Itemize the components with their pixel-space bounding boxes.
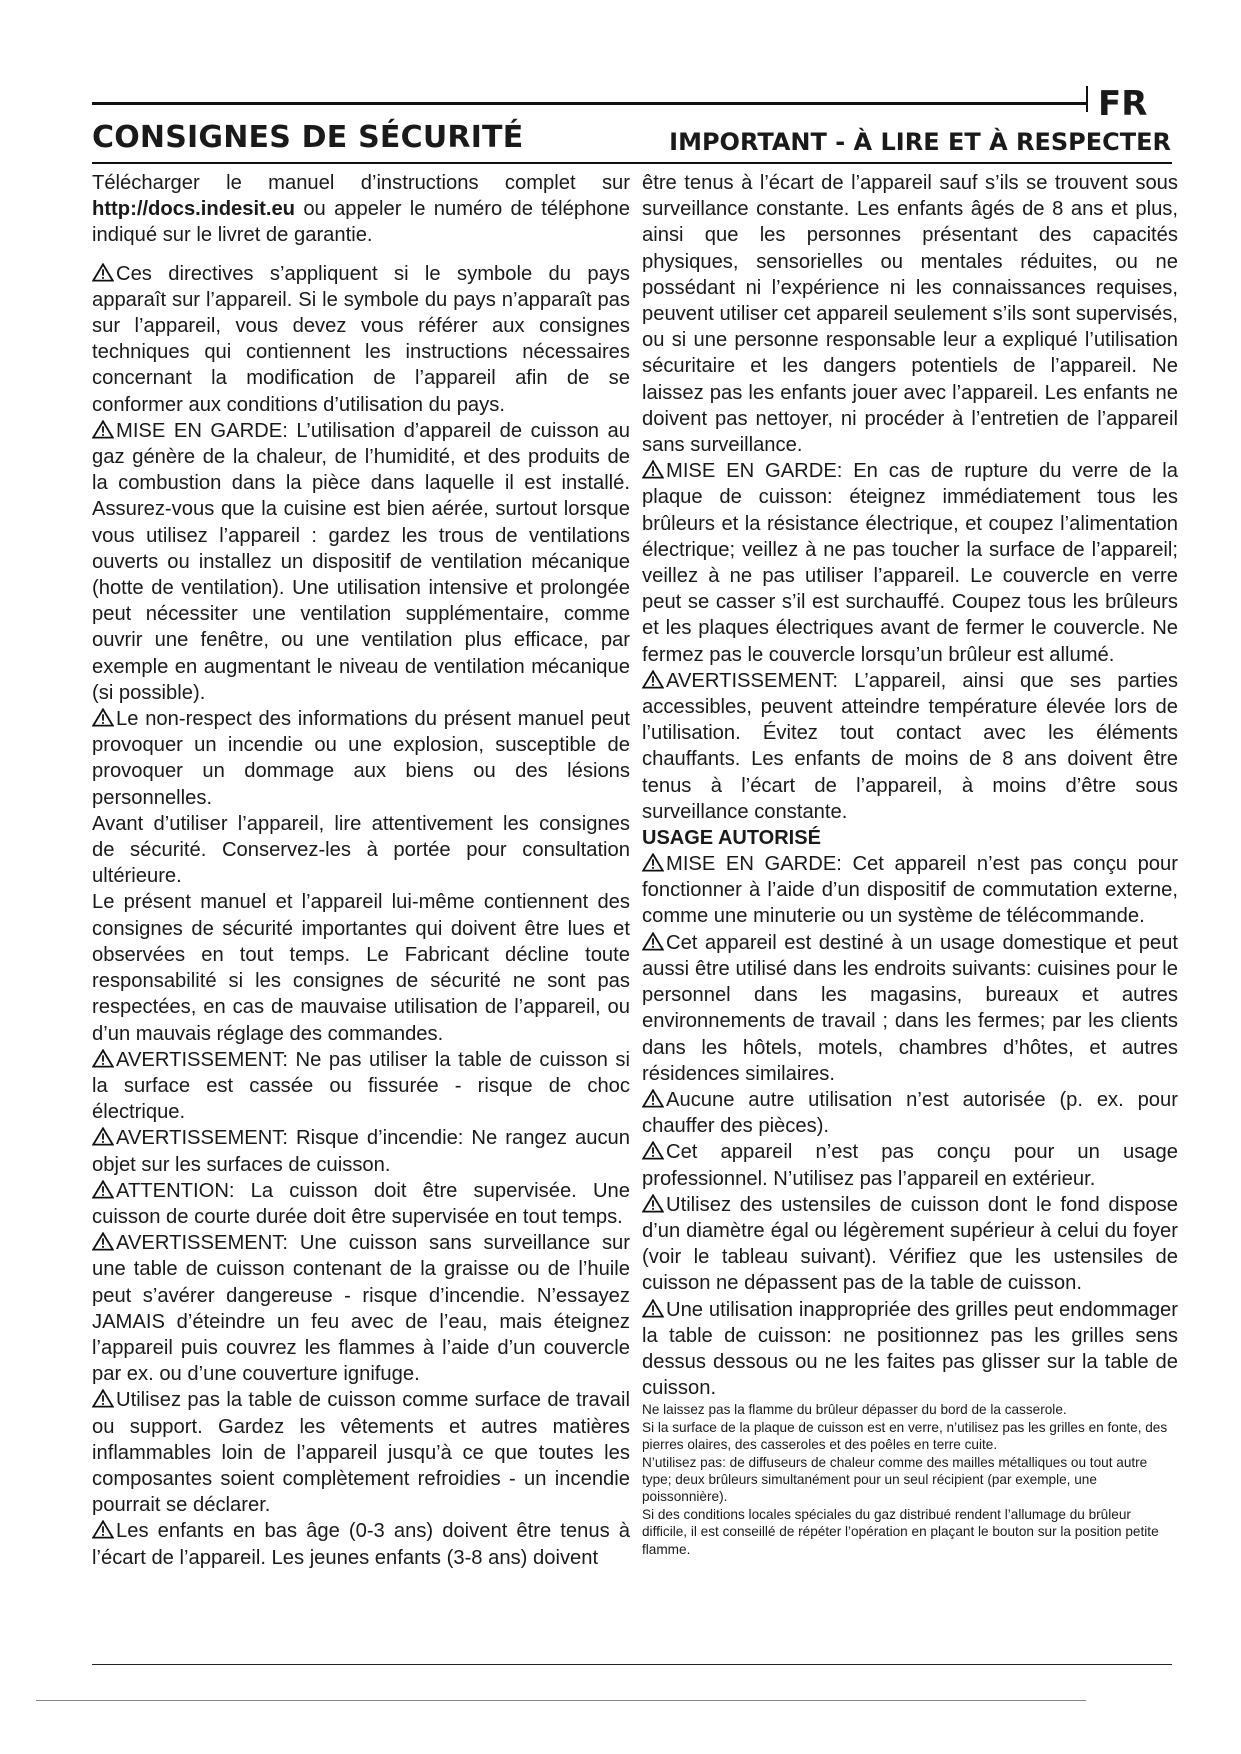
warning-icon xyxy=(92,1232,114,1251)
right-column xyxy=(642,170,1178,1558)
warning-icon xyxy=(642,853,664,872)
top-rule xyxy=(92,102,1088,105)
section-heading: USAGE AUTORISÉ xyxy=(642,827,821,850)
small-note: N’utilisez pas: de diffuseurs de chaleur comme des mailles métalliques ou tout autre type; deux brûleurs simultanément pour un seul récipient (par exemple, une poissonnière). xyxy=(642,1454,1148,1505)
warning-icon xyxy=(642,932,664,951)
safety-paragraph: MISE EN GARDE: L’utilisation d’appareil de cuisson au gaz génère de la chaleur, de l’humidité, et des produits de la combustion dans la pièce dans laquelle il est installé. Assurez-vous que la cuisine est bien aérée, surtout lorsque vous utilisez l’appareil : gardez les trous de ventilations ouverts ou installez un dispositif de ventilation mécanique (hotte de ventilation). Une utilisation intensive et prolongée peut nécessiter une ventilation supplémentaire, comme ouvrir une fenêtre, ou une ventilation plus efficace, par exemple en augmentant le niveau de ventilation mécanique (si possible). xyxy=(92,419,630,704)
manual-link[interactable]: http://docs.indesit.eu xyxy=(92,198,295,221)
header-rule xyxy=(92,162,1172,164)
warning-icon xyxy=(92,1520,114,1539)
warning-icon xyxy=(92,420,114,439)
safety-paragraph: Aucune autre utilisation n’est autorisée (p. ex. pour chauffer des pièces). xyxy=(642,1088,1178,1138)
small-note: Si des conditions locales spéciales du gaz distribué rendent l’allumage du brûleur difficile, il est conseillé de répéter l’opération en plaçant le bouton sur la position petite flamme. xyxy=(642,1506,1159,1557)
left-column xyxy=(92,170,630,1571)
safety-paragraph: MISE EN GARDE: En cas de rupture du verre de la plaque de cuisson: éteignez immédiatement tous les brûleurs et la résistance électrique, et coupez l’alimentation électrique; veillez à ne pas toucher la surface de l’appareil; veillez à ne pas utiliser l’appareil. Le couvercle en verre peut se casser s’il est surchauffé. Coupez tous les brûleurs et les plaques électriques avant de fermer le couvercle. Ne fermez pas le couvercle lorsqu’un brûleur est allumé. xyxy=(642,460,1178,666)
warning-icon xyxy=(642,670,664,689)
safety-paragraph: AVERTISSEMENT: Ne pas utiliser la table de cuisson si la surface est cassée ou fissurée - risque de choc électrique. xyxy=(92,1048,630,1124)
safety-paragraph: Cet appareil n’est pas conçu pour un usage professionnel. N’utilisez pas l’appareil en extérieur. xyxy=(642,1141,1178,1190)
warning-icon xyxy=(92,1127,114,1146)
small-note: Si la surface de la plaque de cuisson est en verre, n’utilisez pas les grilles en fonte, des pierres olaires, des casseroles et des poêles en terre cuite. xyxy=(642,1419,1168,1453)
warning-icon xyxy=(92,263,114,282)
intro-text: Télécharger le manuel d’instructions complet sur xyxy=(92,172,630,194)
bottom-rule xyxy=(92,1664,1172,1665)
safety-paragraph: Avant d’utiliser l’appareil, lire attentivement les consignes de sécurité. Conservez-les à portée pour consultation ultérieure. xyxy=(92,812,630,888)
warning-icon xyxy=(92,1180,114,1199)
warning-icon xyxy=(92,1389,114,1408)
warning-icon xyxy=(92,708,114,727)
safety-paragraph: être tenus à l’écart de l’appareil sauf s’ils se trouvent sous surveillance constante. Les enfants âgés de 8 ans et plus, ainsi que les personnes présentant des capacités physiques, sensorielles ou mentales réduites, ou ne possédant ni l’expérience ni les connaissances requises, peuvent utiliser cet appareil seulement s’ils sont supervisés, ou si une personne responsable leur a expliqué l’utilisation sécuritaire et les dangers potentiels de l’appareil. Ne laissez pas les enfants jouer avec l’appareil. Les enfants ne doivent pas nettoyer, ni procéder à l’entretien de l’appareil sans surveillance. xyxy=(642,172,1178,457)
top-rule-tick xyxy=(1086,86,1088,112)
warning-icon xyxy=(642,1141,664,1160)
footer-rule xyxy=(36,1700,1086,1701)
intro-text-end: ou appeler le numéro de téléphone indiqué sur le livret de garantie. xyxy=(92,198,630,247)
safety-paragraph: Utilisez des ustensiles de cuisson dont le fond dispose d’un diamètre égal ou légèrement supérieur à celui du foyer (voir le tableau suivant). Vérifiez que les ustensiles de cuisson ne dépassent pas de la table de cuisson. xyxy=(642,1193,1178,1295)
safety-paragraph: Utilisez pas la table de cuisson comme surface de travail ou support. Gardez les vêtements et autres matières inflammables loin de l’appareil jusqu’à ce que toutes les composantes soient complètement refroidies - un incendie pourrait se déclarer. xyxy=(92,1389,630,1517)
page-subtitle: IMPORTANT - À LIRE ET À RESPECTER xyxy=(669,128,1171,156)
safety-paragraph: AVERTISSEMENT: Risque d’incendie: Ne rangez aucun objet sur les surfaces de cuisson. xyxy=(92,1127,630,1176)
page-title: CONSIGNES DE SÉCURITÉ xyxy=(92,120,524,155)
small-note: Ne laissez pas la flamme du brûleur dépasser du bord de la casserole. xyxy=(642,1402,1067,1418)
safety-paragraph: Le présent manuel et l’appareil lui-même contiennent des consignes de sécurité importantes qui doivent être lues et observées en tout temps. Le Fabricant décline toute responsabilité si les consignes de sécurité ne sont pas respectées, en cas de mauvaise utilisation de l’appareil, ou d’un mauvais réglage des commandes. xyxy=(92,891,630,1045)
safety-paragraph: Une utilisation inappropriée des grilles peut endommager la table de cuisson: ne positionnez pas les grilles sens dessus dessous ou ne les faites pas glisser sur la table de cuisson. xyxy=(642,1298,1178,1400)
safety-paragraph: Le non-respect des informations du présent manuel peut provoquer un incendie ou une explosion, susceptible de provoquer un dommage aux biens ou des lésions personnelles. xyxy=(92,708,630,809)
safety-paragraph: MISE EN GARDE: Cet appareil n’est pas conçu pour fonctionner à l’aide d’un dispositif de commutation externe, comme une minuterie ou un système de télécommande. xyxy=(642,853,1178,928)
intro-paragraph xyxy=(92,170,630,249)
warning-icon xyxy=(92,1049,114,1068)
safety-paragraph: AVERTISSEMENT: Une cuisson sans surveillance sur une table de cuisson contenant de la graisse ou de l’huile peut s’avérer dangereuse - risque d’incendie. N’essayez JAMAIS d’éteindre un feu avec de l’eau, mais éteignez l’appareil puis couvrez les flammes à l’aide d’un couvercle par ex. ou d’une couverture ignifuge. xyxy=(92,1232,630,1386)
safety-paragraph: Cet appareil est destiné à un usage domestique et peut aussi être utilisé dans les endroits suivants: cuisines pour le personnel dans les magasins, bureaux et autres environnements de travail ; dans les fermes; par les clients dans les hôtels, motels, chambres d’hôtes, et autres résidences similaires. xyxy=(642,931,1178,1085)
safety-paragraph: AVERTISSEMENT: L’appareil, ainsi que ses parties accessibles, peuvent atteindre température élevée lors de l’utilisation. Évitez tout contact avec les éléments chauffants. Les enfants de moins de 8 ans doivent être tenus à l’écart de l’appareil, à moins d’être sous surveillance constante. xyxy=(642,669,1178,823)
warning-icon xyxy=(642,1299,664,1318)
safety-paragraph: Les enfants en bas âge (0-3 ans) doivent être tenus à l’écart de l’appareil. Les jeunes enfants (3-8 ans) doivent xyxy=(92,1520,630,1569)
language-code: FR xyxy=(1098,84,1148,124)
safety-paragraph: ATTENTION: La cuisson doit être supervisée. Une cuisson de courte durée doit être supervisée en tout temps. xyxy=(92,1179,630,1228)
safety-paragraph: Ces directives s’appliquent si le symbole du pays apparaît sur l’appareil. Si le symbole du pays n’apparaît pas sur l’appareil, vous devez vous référer aux consignes techniques qui contiennent les instructions nécessaires concernant la modification de l’appareil afin de se conformer aux conditions d’utilisation du pays. xyxy=(92,262,630,416)
warning-icon xyxy=(642,460,664,479)
warning-icon xyxy=(642,1089,664,1108)
warning-icon xyxy=(642,1194,664,1213)
